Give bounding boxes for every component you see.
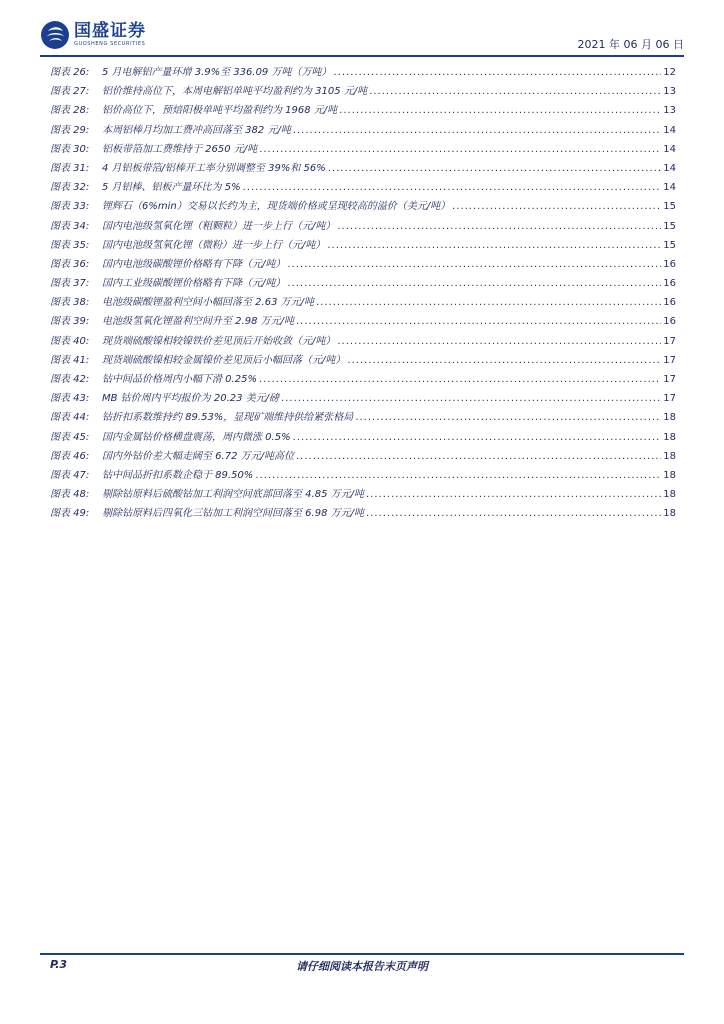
toc-entry[interactable]	[50, 121, 676, 140]
toc-entry-title: 国内电池级碳酸锂价格略有下降（元/吨）	[102, 258, 286, 270]
toc-entry[interactable]	[50, 447, 676, 466]
logo-icon	[40, 20, 70, 50]
toc-entry-label: 图表 44:	[50, 412, 90, 424]
toc-entry-page: 18	[663, 469, 676, 481]
toc-entry-page: 14	[663, 182, 676, 194]
toc-entry[interactable]	[50, 217, 676, 236]
toc-entry-page: 15	[663, 201, 676, 213]
toc-entry-label: 图表 49:	[50, 508, 90, 520]
footer-divider	[40, 953, 684, 955]
toc-entry[interactable]	[50, 255, 676, 274]
toc-entry[interactable]	[50, 428, 676, 447]
toc-leader-dots	[347, 355, 661, 366]
toc-leader-dots	[293, 432, 662, 443]
toc-entry-page: 16	[663, 297, 676, 309]
toc-entry-label: 图表 29:	[50, 124, 90, 136]
toc-entry-label: 图表 46:	[50, 450, 90, 462]
toc-entry[interactable]	[50, 82, 676, 101]
toc-entry-page: 15	[663, 220, 676, 232]
toc-entry[interactable]	[50, 236, 676, 255]
toc-entry-label: 图表 30:	[50, 143, 90, 155]
toc-entry-label: 图表 39:	[50, 316, 90, 328]
toc-entry-title: 国内电池级氢氧化锂（粗颗粒）进一步上行（元/吨）	[102, 220, 336, 232]
toc-leader-dots	[296, 316, 661, 327]
toc-entry-title: 剔除钴原料后四氧化三钴加工利润空间回落至 6.98 万元/吨	[102, 508, 364, 520]
toc-entry-title: 钴中间品折扣系数企稳于 89.50%	[102, 469, 254, 481]
toc-entry-page: 17	[663, 354, 676, 366]
toc-entry-title: 铝板带箔加工费维持于 2650 元/吨	[102, 143, 258, 155]
toc-entry-label: 图表 43:	[50, 393, 90, 405]
page-number: P.3	[50, 958, 68, 971]
toc-entry-title: MB 钴价周内平均报价为 20.23 美元/磅	[102, 393, 280, 405]
toc-entry-label: 图表 32:	[50, 182, 90, 194]
toc-leader-dots	[355, 412, 661, 423]
toc-entry-page: 17	[663, 374, 676, 385]
toc-entry[interactable]	[50, 504, 676, 523]
page-header	[40, 20, 684, 52]
toc-leader-dots	[339, 105, 661, 116]
toc-entry-label: 图表 47:	[50, 469, 90, 481]
report-date: 2021 年 06 月 06 日	[577, 38, 684, 51]
toc-entry-label: 图表 40:	[50, 335, 90, 347]
toc-leader-dots	[366, 508, 661, 519]
toc-entry-page: 16	[663, 278, 676, 290]
toc-entry-title: 钴中间品价格周内小幅下滑 0.25%	[102, 374, 257, 385]
toc-entry-page: 17	[663, 393, 676, 405]
toc-entry-page: 14	[663, 162, 676, 174]
toc-leader-dots	[296, 451, 661, 462]
toc-entry-title: 电池级氢氧化锂盈利空间升至 2.98 万元/吨	[102, 316, 294, 328]
toc-entry-label: 图表 38:	[50, 297, 90, 309]
toc-entry[interactable]	[50, 178, 676, 197]
toc-entry-label: 图表 33:	[50, 201, 90, 213]
company-logo	[40, 20, 146, 50]
toc-entry-title: 钴折扣系数维持约 89.53%，显现矿端维持供给紧张格局	[102, 412, 354, 424]
logo-english-name: GUOSHENG SECURITIES	[74, 41, 146, 47]
toc-entry-label: 图表 27:	[50, 86, 90, 98]
toc-leader-dots	[259, 144, 661, 155]
toc-entry-page: 18	[663, 431, 676, 443]
toc-entry-page: 14	[663, 143, 676, 155]
toc-entry-title: 4 月铝板带箔/铝棒开工率分别调整至 39%和 56%	[102, 162, 326, 174]
toc-entry-page: 18	[663, 412, 676, 424]
toc-entry-label: 图表 26:	[50, 67, 90, 78]
toc-entry-title: 电池级碳酸锂盈利空间小幅回落至 2.63 万元/吨	[102, 297, 314, 309]
toc-entry-title: 剔除钴原料后硫酸钴加工利润空间底部回落至 4.85 万元/吨	[102, 489, 364, 501]
logo-chinese-name: 国盛证券	[74, 21, 146, 41]
toc-entry-label: 图表 48:	[50, 489, 90, 501]
toc-entry-page: 15	[663, 239, 676, 251]
toc-entry-label: 图表 45:	[50, 431, 90, 443]
toc-entry-title: 5 月铝棒、铝板产量环比为 5%	[102, 182, 241, 194]
toc-leader-dots	[287, 278, 661, 289]
toc-entry-title: 国内外钴价差大幅走阔至 6.72 万元/吨高位	[102, 450, 294, 462]
toc-entry[interactable]	[50, 312, 676, 331]
toc-entry[interactable]	[50, 485, 676, 504]
toc-leader-dots	[337, 336, 661, 347]
toc-leader-dots	[452, 201, 661, 212]
toc-leader-dots	[337, 221, 661, 232]
table-of-figures	[50, 63, 676, 524]
toc-entry-page: 18	[663, 489, 676, 501]
toc-entry[interactable]	[50, 370, 676, 389]
toc-leader-dots	[327, 240, 661, 251]
toc-leader-dots	[366, 489, 661, 500]
toc-leader-dots	[287, 259, 661, 270]
toc-leader-dots	[333, 67, 661, 78]
toc-entry[interactable]	[50, 140, 676, 159]
toc-entry[interactable]	[50, 63, 676, 82]
toc-entry-title: 国内金属钴价格横盘震荡，周内微涨 0.5%	[102, 431, 291, 443]
toc-entry-title: 5 月电解铝产量环增 3.9%至 336.09 万吨（万吨）	[102, 67, 332, 78]
toc-entry-page: 17	[663, 335, 676, 347]
toc-entry-page: 16	[663, 316, 676, 328]
toc-entry-label: 图表 35:	[50, 239, 90, 251]
toc-entry-page: 18	[663, 508, 676, 520]
toc-entry-title: 铝价维持高位下，本周电解铝单吨平均盈利约为 3105 元/吨	[102, 86, 368, 98]
toc-entry-label: 图表 31:	[50, 162, 90, 174]
toc-leader-dots	[243, 182, 662, 193]
toc-entry-title: 国内工业级碳酸锂价格略有下降（元/吨）	[102, 278, 286, 290]
disclaimer-note: 请仔细阅读本报告末页声明	[296, 960, 428, 973]
toc-leader-dots	[328, 163, 662, 174]
toc-entry-page: 13	[663, 86, 676, 98]
toc-entry[interactable]	[50, 101, 676, 120]
toc-entry-title: 现货端硫酸镍相较镍铁价差见顶后开始收敛（元/吨）	[102, 335, 336, 347]
toc-entry[interactable]	[50, 389, 676, 408]
toc-leader-dots	[316, 297, 661, 308]
toc-entry[interactable]	[50, 351, 676, 370]
toc-entry-page: 16	[663, 258, 676, 270]
toc-entry-title: 锂辉石（6%min）交易以长约为主，现货端价格或呈现较高的溢价（美元/吨）	[102, 201, 451, 213]
toc-entry[interactable]	[50, 197, 676, 216]
toc-entry-label: 图表 28:	[50, 105, 90, 117]
toc-entry-title: 现货端硫酸镍相较金属镍价差见顶后小幅回落（元/吨）	[102, 354, 346, 366]
toc-entry[interactable]	[50, 466, 676, 485]
toc-entry-title: 国内电池级氢氧化锂（微粉）进一步上行（元/吨）	[102, 239, 326, 251]
toc-leader-dots	[293, 125, 661, 136]
toc-entry-label: 图表 34:	[50, 220, 90, 232]
toc-entry-label: 图表 37:	[50, 278, 90, 290]
toc-entry-title: 铝价高位下，预焙阳极单吨平均盈利约为 1968 元/吨	[102, 105, 338, 117]
toc-entry[interactable]	[50, 293, 676, 312]
toc-entry[interactable]	[50, 274, 676, 293]
toc-leader-dots	[369, 86, 661, 97]
toc-entry[interactable]	[50, 408, 676, 427]
toc-entry[interactable]	[50, 332, 676, 351]
toc-entry-title: 本周铝棒月均加工费冲高回落至 382 元/吨	[102, 124, 291, 136]
toc-entry-label: 图表 41:	[50, 354, 90, 366]
toc-entry[interactable]	[50, 159, 676, 178]
toc-leader-dots	[259, 374, 661, 385]
toc-entry-page: 14	[663, 124, 676, 136]
toc-entry-page: 13	[663, 105, 676, 117]
header-divider	[40, 55, 684, 57]
toc-entry-page: 12	[663, 67, 676, 78]
toc-entry-label: 图表 42:	[50, 374, 90, 385]
toc-entry-label: 图表 36:	[50, 258, 90, 270]
toc-entry-page: 18	[663, 450, 676, 462]
toc-leader-dots	[281, 393, 661, 404]
toc-leader-dots	[255, 470, 661, 481]
